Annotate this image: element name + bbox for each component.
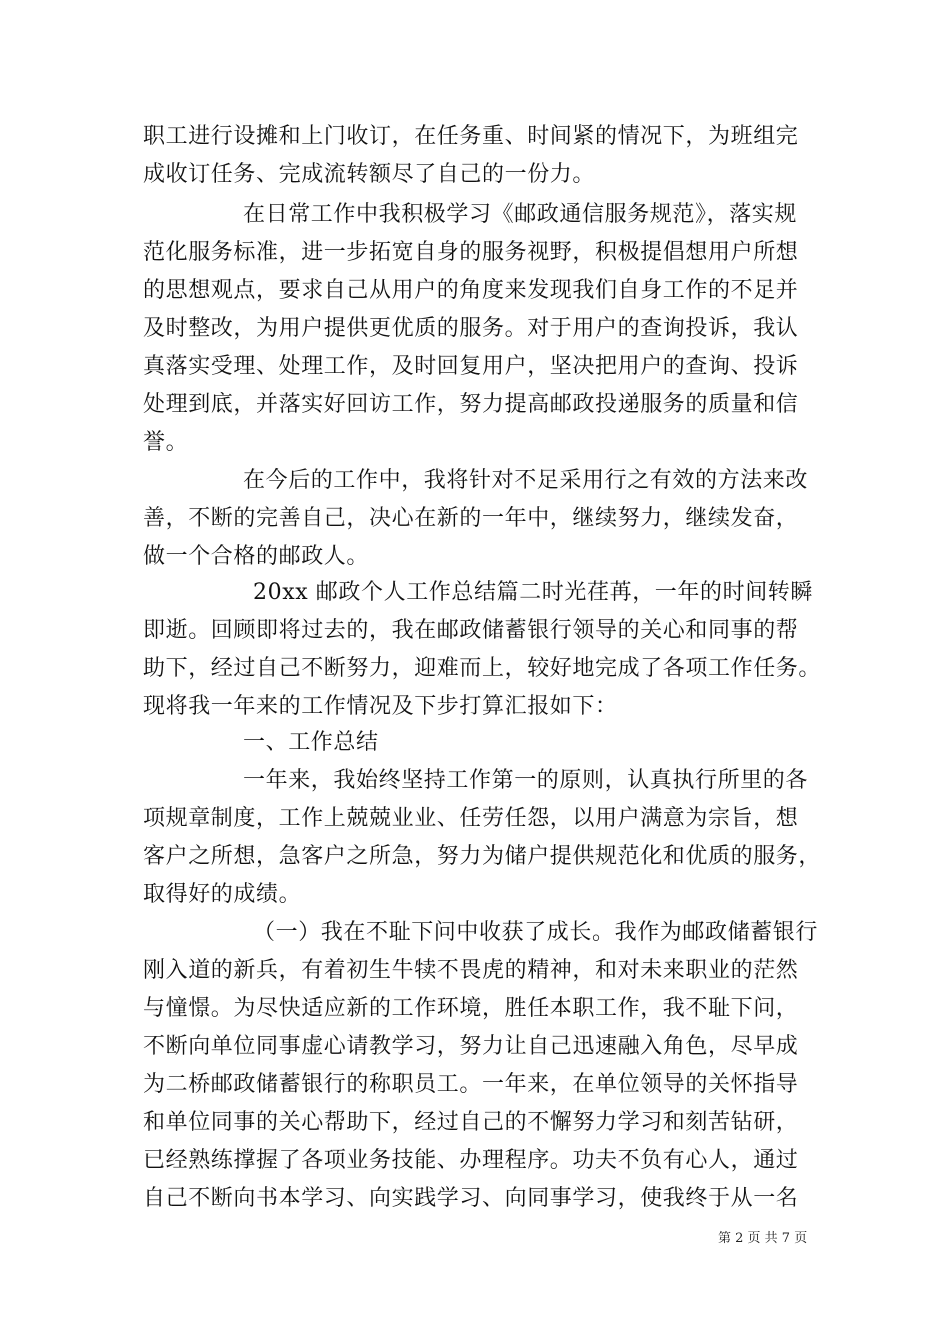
text-line: 已经熟练撑握了各项业务技能、办理程序。功夫不负有心人，通过 <box>143 1148 799 1173</box>
text-line: 做一个合格的邮政人。 <box>143 544 370 569</box>
text-line: 取得好的成绩。 <box>143 882 302 907</box>
text-line: 处理到底，并落实好回访工作，努力提高邮政投递服务的质量和信 <box>143 392 799 417</box>
text-line: 助下，经过自己不断努力，迎难而上，较好地完成了各项工作任务。 <box>143 656 822 681</box>
text-line: 为二桥邮政储蓄银行的称职员工。一年来，在单位领导的关怀指导 <box>143 1072 799 1097</box>
text-line: 不断向单位同事虚心请教学习，努力让自己迅速融入角色，尽早成 <box>143 1034 799 1059</box>
page-number-footer: 第 2 页 共 7 页 <box>718 1231 808 1246</box>
text-line: 及时整改，为用户提供更优质的服务。对于用户的查询投诉，我认 <box>143 316 799 341</box>
text-line: 与憧憬。为尽快适应新的工作环境，胜任本职工作，我不耻下问， <box>143 996 799 1021</box>
text-line: 自己不断向书本学习、向实践学习、向同事学习，使我终于从一名 <box>143 1186 799 1211</box>
text-line: 20xx 邮政个人工作总结篇二时光荏苒，一年的时间转瞬 <box>253 580 814 605</box>
section-heading: 一、工作总结 <box>243 730 379 755</box>
text-line: 善，不断的完善自己，决心在新的一年中，继续努力，继续发奋， <box>143 506 799 531</box>
text-line: 项规章制度，工作上兢兢业业、任劳任怨，以用户满意为宗旨，想 <box>143 806 799 831</box>
text-line: 誉。 <box>143 430 189 455</box>
text-line: 和单位同事的关心帮助下，经过自己的不懈努力学习和刻苦钻研， <box>143 1110 799 1135</box>
text-line: 范化服务标准，进一步拓宽自身的服务视野，积极提倡想用户所想 <box>143 240 799 265</box>
text-line: 在日常工作中我积极学习《邮政通信服务规范》，落实规 <box>243 202 798 227</box>
text-line: 在今后的工作中，我将针对不足采用行之有效的方法来改 <box>243 468 809 493</box>
text-line: 的思想观点，要求自己从用户的角度来发现我们自身工作的不足并 <box>143 278 799 303</box>
text-line: 客户之所想，急客户之所急，努力为储户提供规范化和优质的服务， <box>143 844 822 869</box>
text-line: 一年来，我始终坚持工作第一的原则，认真执行所里的各 <box>243 768 809 793</box>
text-line: 真落实受理、处理工作，及时回复用户，坚决把用户的查询、投诉 <box>143 354 799 379</box>
text-line: 刚入道的新兵，有着初生牛犊不畏虎的精神，和对未来职业的茫然 <box>143 958 799 983</box>
text-line: （一）我在不耻下问中收获了成长。我作为邮政储蓄银行 <box>253 920 819 945</box>
text-line: 成收订任务、完成流转额尽了自己的一份力。 <box>143 162 596 187</box>
text-line: 现将我一年来的工作情况及下步打算汇报如下： <box>143 694 618 719</box>
text-line: 职工进行设摊和上门收订，在任务重、时间紧的情况下，为班组完 <box>143 124 799 149</box>
text-line: 即逝。回顾即将过去的，我在邮政储蓄银行领导的关心和同事的帮 <box>143 618 799 643</box>
